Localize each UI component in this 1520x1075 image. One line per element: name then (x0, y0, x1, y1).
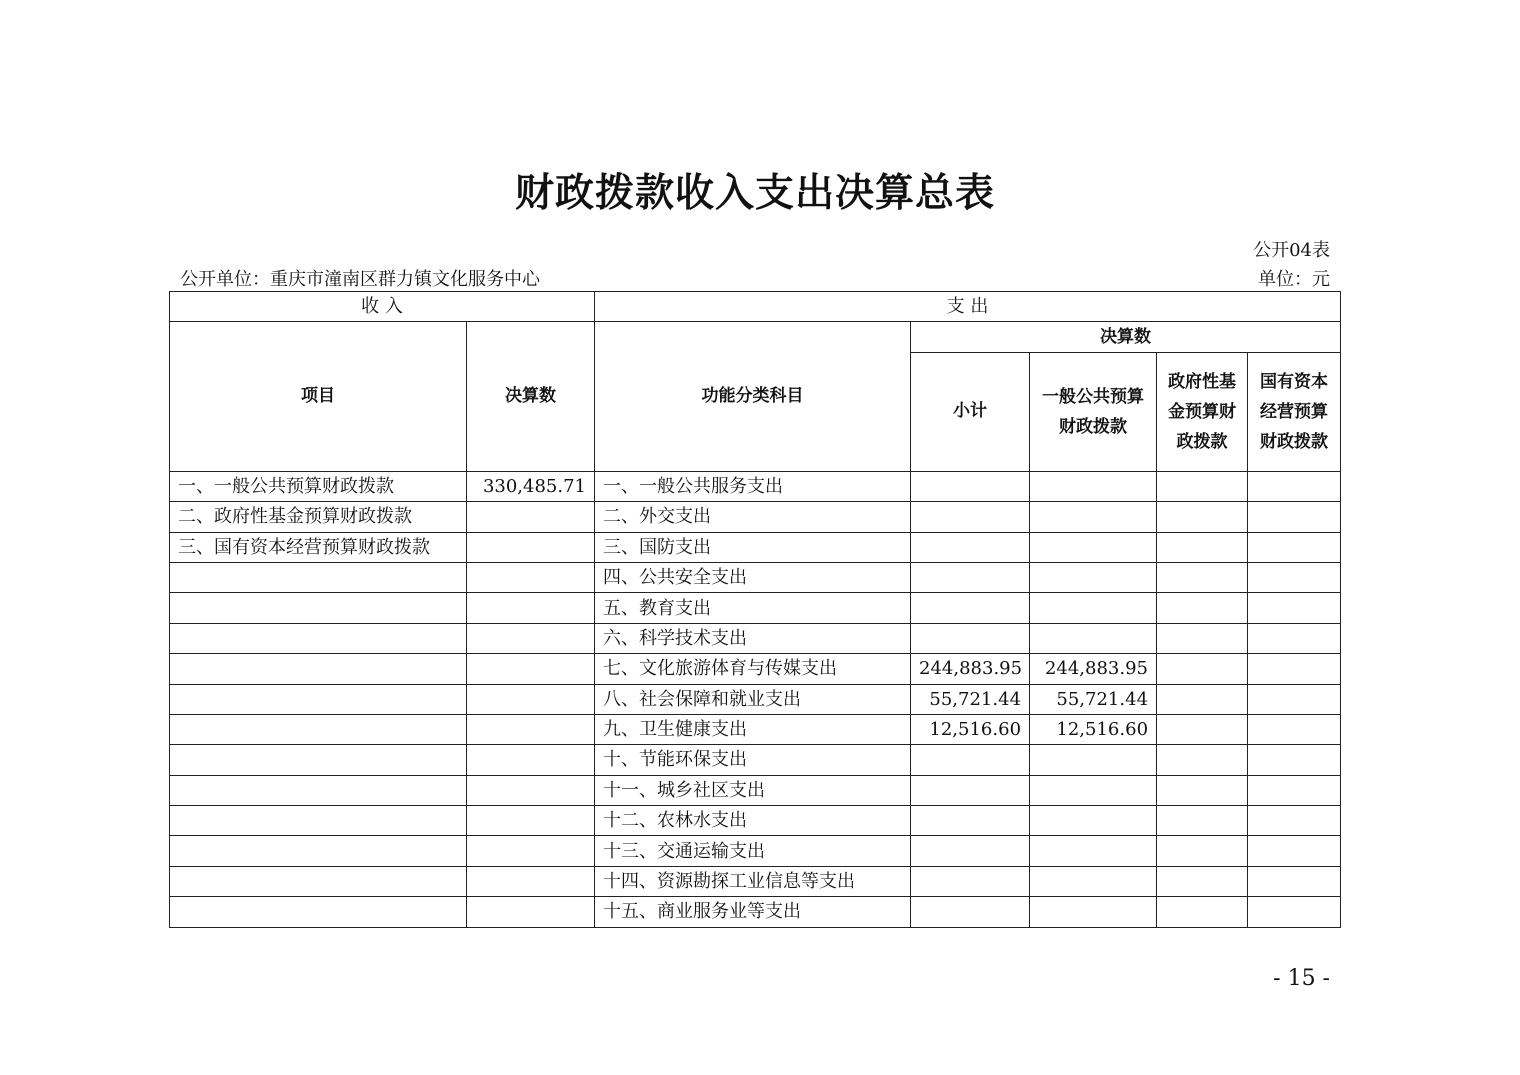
subtotal-cell: 12,516.60 (911, 714, 1030, 744)
general-budget-cell (1030, 866, 1157, 896)
expense-item-cell: 四、公共安全支出 (595, 562, 911, 592)
income-amount-cell (467, 866, 595, 896)
expense-item-cell: 三、国防支出 (595, 532, 911, 562)
table-row (170, 623, 1341, 653)
page-title: 财政拨款收入支出决算总表 (514, 170, 995, 216)
gov-fund-cell (1157, 593, 1248, 623)
state-capital-cell (1248, 562, 1341, 592)
expense-item-cell: 十五、商业服务业等支出 (595, 897, 911, 927)
income-header: 收 入 (170, 292, 595, 322)
income-amount-cell (467, 593, 595, 623)
subtotal-cell (911, 897, 1030, 927)
income-item-cell (170, 745, 467, 775)
gov-fund-cell (1157, 654, 1248, 684)
general-budget-cell (1030, 836, 1157, 866)
general-budget-cell (1030, 623, 1157, 653)
subtotal-cell: 55,721.44 (911, 684, 1030, 714)
table-row (170, 836, 1341, 866)
income-amount-cell (467, 775, 595, 805)
expense-item-cell: 七、文化旅游体育与传媒支出 (595, 654, 911, 684)
income-item-cell (170, 836, 467, 866)
general-budget-cell: 244,883.95 (1030, 654, 1157, 684)
subtotal-cell (911, 593, 1030, 623)
function-class-header: 功能分类科目 (595, 322, 911, 471)
income-item-cell: 二、政府性基金预算财政拨款 (170, 502, 467, 532)
state-capital-cell (1248, 836, 1341, 866)
income-amount-cell (467, 836, 595, 866)
income-amount-cell (467, 562, 595, 592)
gov-fund-cell (1157, 562, 1248, 592)
expense-item-cell: 五、教育支出 (595, 593, 911, 623)
expense-item-cell: 八、社会保障和就业支出 (595, 684, 911, 714)
state-capital-cell (1248, 623, 1341, 653)
income-item-cell (170, 806, 467, 836)
state-capital-cell (1248, 684, 1341, 714)
expense-item-cell: 十三、交通运输支出 (595, 836, 911, 866)
budget-table (169, 291, 1341, 928)
state-capital-cell (1248, 775, 1341, 805)
income-amount-cell (467, 532, 595, 562)
state-capital-cell (1248, 745, 1341, 775)
actual-header: 决算数 (911, 322, 1341, 352)
expense-item-cell: 十二、农林水支出 (595, 806, 911, 836)
table-row (170, 562, 1341, 592)
general-budget-cell (1030, 897, 1157, 927)
income-amount-cell (467, 654, 595, 684)
table-row (170, 866, 1341, 896)
income-item-cell (170, 562, 467, 592)
expense-item-cell: 二、外交支出 (595, 502, 911, 532)
subtotal-cell (911, 745, 1030, 775)
state-capital-cell (1248, 471, 1341, 501)
subtotal-header: 小计 (911, 352, 1030, 471)
page-number: - 15 - (1273, 966, 1330, 991)
income-item-cell: 三、国有资本经营预算财政拨款 (170, 532, 467, 562)
table-row (170, 775, 1341, 805)
table-row (170, 593, 1341, 623)
income-item-cell (170, 593, 467, 623)
expense-item-cell: 九、卫生健康支出 (595, 714, 911, 744)
subtotal-cell: 244,883.95 (911, 654, 1030, 684)
form-code: 公开04表 (1253, 240, 1330, 261)
state-capital-header: 国有资本经营预算财政拨款 (1248, 352, 1341, 471)
income-amount-header: 决算数 (467, 322, 595, 471)
general-budget-cell (1030, 593, 1157, 623)
general-budget-header: 一般公共预算财政拨款 (1030, 352, 1157, 471)
income-item-cell (170, 654, 467, 684)
state-capital-cell (1248, 593, 1341, 623)
subtotal-cell (911, 562, 1030, 592)
income-item-cell: 一、一般公共预算财政拨款 (170, 471, 467, 501)
gov-fund-cell (1157, 471, 1248, 501)
gov-fund-cell (1157, 806, 1248, 836)
income-amount-cell (467, 684, 595, 714)
income-amount-cell (467, 714, 595, 744)
table-row (170, 654, 1341, 684)
table-row (170, 684, 1341, 714)
reporting-unit: 公开单位：重庆市潼南区群力镇文化服务中心 (180, 269, 540, 290)
subtotal-cell (911, 866, 1030, 896)
income-amount-cell (467, 623, 595, 653)
gov-fund-cell (1157, 623, 1248, 653)
income-amount-cell (467, 502, 595, 532)
income-item-cell (170, 897, 467, 927)
income-amount-cell (467, 745, 595, 775)
subtotal-cell (911, 471, 1030, 501)
gov-fund-cell (1157, 775, 1248, 805)
state-capital-cell (1248, 532, 1341, 562)
general-budget-cell (1030, 562, 1157, 592)
gov-fund-header: 政府性基金预算财政拨款 (1157, 352, 1248, 471)
table-row (170, 897, 1341, 927)
general-budget-cell (1030, 745, 1157, 775)
subtotal-cell (911, 806, 1030, 836)
item-header: 项目 (170, 322, 467, 471)
state-capital-cell (1248, 502, 1341, 532)
income-item-cell (170, 623, 467, 653)
gov-fund-cell (1157, 897, 1248, 927)
gov-fund-cell (1157, 714, 1248, 744)
income-amount-cell (467, 806, 595, 836)
general-budget-cell (1030, 502, 1157, 532)
gov-fund-cell (1157, 532, 1248, 562)
table-row (170, 471, 1341, 501)
expense-item-cell: 十四、资源勘探工业信息等支出 (595, 866, 911, 896)
expense-item-cell: 六、科学技术支出 (595, 623, 911, 653)
income-item-cell (170, 775, 467, 805)
gov-fund-cell (1157, 684, 1248, 714)
general-budget-cell (1030, 775, 1157, 805)
gov-fund-cell (1157, 745, 1248, 775)
general-budget-cell (1030, 806, 1157, 836)
general-budget-cell: 12,516.60 (1030, 714, 1157, 744)
table-row (170, 745, 1341, 775)
table-row (170, 532, 1341, 562)
subtotal-cell (911, 502, 1030, 532)
general-budget-cell: 55,721.44 (1030, 684, 1157, 714)
expense-header: 支 出 (595, 292, 1341, 322)
income-amount-cell (467, 897, 595, 927)
general-budget-cell (1030, 471, 1157, 501)
state-capital-cell (1248, 866, 1341, 896)
expense-item-cell: 十一、城乡社区支出 (595, 775, 911, 805)
subtotal-cell (911, 836, 1030, 866)
state-capital-cell (1248, 714, 1341, 744)
state-capital-cell (1248, 654, 1341, 684)
gov-fund-cell (1157, 866, 1248, 896)
currency-unit: 单位：元 (1258, 269, 1330, 290)
general-budget-cell (1030, 532, 1157, 562)
state-capital-cell (1248, 806, 1341, 836)
subtotal-cell (911, 775, 1030, 805)
income-item-cell (170, 866, 467, 896)
subtotal-cell (911, 623, 1030, 653)
table-row (170, 806, 1341, 836)
expense-item-cell: 一、一般公共服务支出 (595, 471, 911, 501)
header-row-1 (170, 292, 1341, 322)
table-row (170, 714, 1341, 744)
state-capital-cell (1248, 897, 1341, 927)
income-item-cell (170, 684, 467, 714)
subtotal-cell (911, 532, 1030, 562)
income-amount-cell: 330,485.71 (467, 471, 595, 501)
header-row-2 (170, 322, 1341, 352)
income-item-cell (170, 714, 467, 744)
expense-item-cell: 十、节能环保支出 (595, 745, 911, 775)
table-row (170, 502, 1341, 532)
gov-fund-cell (1157, 836, 1248, 866)
gov-fund-cell (1157, 502, 1248, 532)
